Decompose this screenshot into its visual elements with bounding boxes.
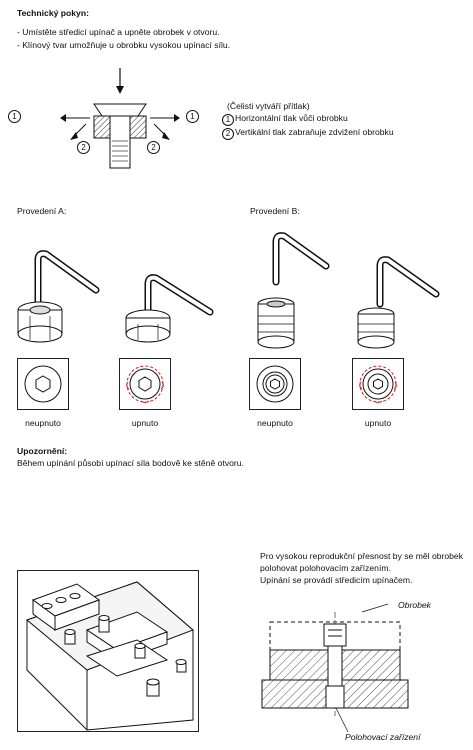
label-workpiece: Obrobek: [398, 600, 431, 610]
variant-illustrations: [0, 220, 473, 350]
caption-b-unclamped: neupnuto: [257, 418, 293, 428]
variant-b-label: Provedení B:: [250, 206, 300, 216]
positioning-section-drawing: [262, 598, 412, 718]
principle-note: (Čelisti vytváří přítlak): [227, 101, 310, 111]
top-view-a-unclamped: [17, 358, 69, 410]
legend-num-2: 2: [222, 128, 234, 140]
instruction-item-2: - Klínový tvar umožňuje u obrobku vysokou upínací sílu.: [17, 40, 231, 50]
legend-text-2: Vertikální tlak zabraňuje zdvižení obrobku: [235, 127, 394, 137]
repeatability-line-3: Upínání se provádí středicím upínačem.: [260, 575, 413, 585]
top-view-b-unclamped: [249, 358, 301, 410]
instruction-item-1: - Umístěte středicí upínač a upněte obrobek v otvoru.: [17, 27, 220, 37]
caption-b-clamped: upnuto: [364, 418, 392, 428]
top-view-b-clamped: [352, 358, 404, 410]
marker-1-right: 1: [186, 110, 199, 123]
variant-a-unclamped-illustration: [18, 254, 96, 342]
warning-text: Během upínání působí upínací síla bodově ke stěně otvoru.: [17, 458, 244, 468]
marker-2-left: 2: [77, 141, 90, 154]
caption-a-clamped: upnuto: [131, 418, 159, 428]
label-positioning-device: Polohovací zařízení: [345, 732, 421, 742]
top-view-a-clamped: [119, 358, 171, 410]
fixture-plate-illustration: [17, 570, 199, 732]
variant-b-unclamped-illustration: [258, 236, 326, 348]
warning-title: Upozornění:: [17, 446, 68, 456]
instruction-title: Technický pokyn:: [17, 8, 89, 18]
clamp-principle-diagram: [30, 66, 210, 176]
variant-a-label: Provedení A:: [17, 206, 67, 216]
repeatability-line-1: Pro vysokou reprodukční přesnost by se měl obrobek: [260, 551, 464, 561]
legend-text-1: Horizontální tlak vůči obrobku: [235, 113, 348, 123]
legend-num-1: 1: [222, 114, 234, 126]
repeatability-line-2: polohovat polohovacím zařízením.: [260, 563, 391, 573]
caption-a-unclamped: neupnuto: [25, 418, 61, 428]
marker-2-right: 2: [147, 141, 160, 154]
variant-a-clamped-illustration: [126, 278, 210, 342]
marker-1-left: 1: [8, 110, 21, 123]
variant-b-clamped-illustration: [358, 260, 436, 348]
